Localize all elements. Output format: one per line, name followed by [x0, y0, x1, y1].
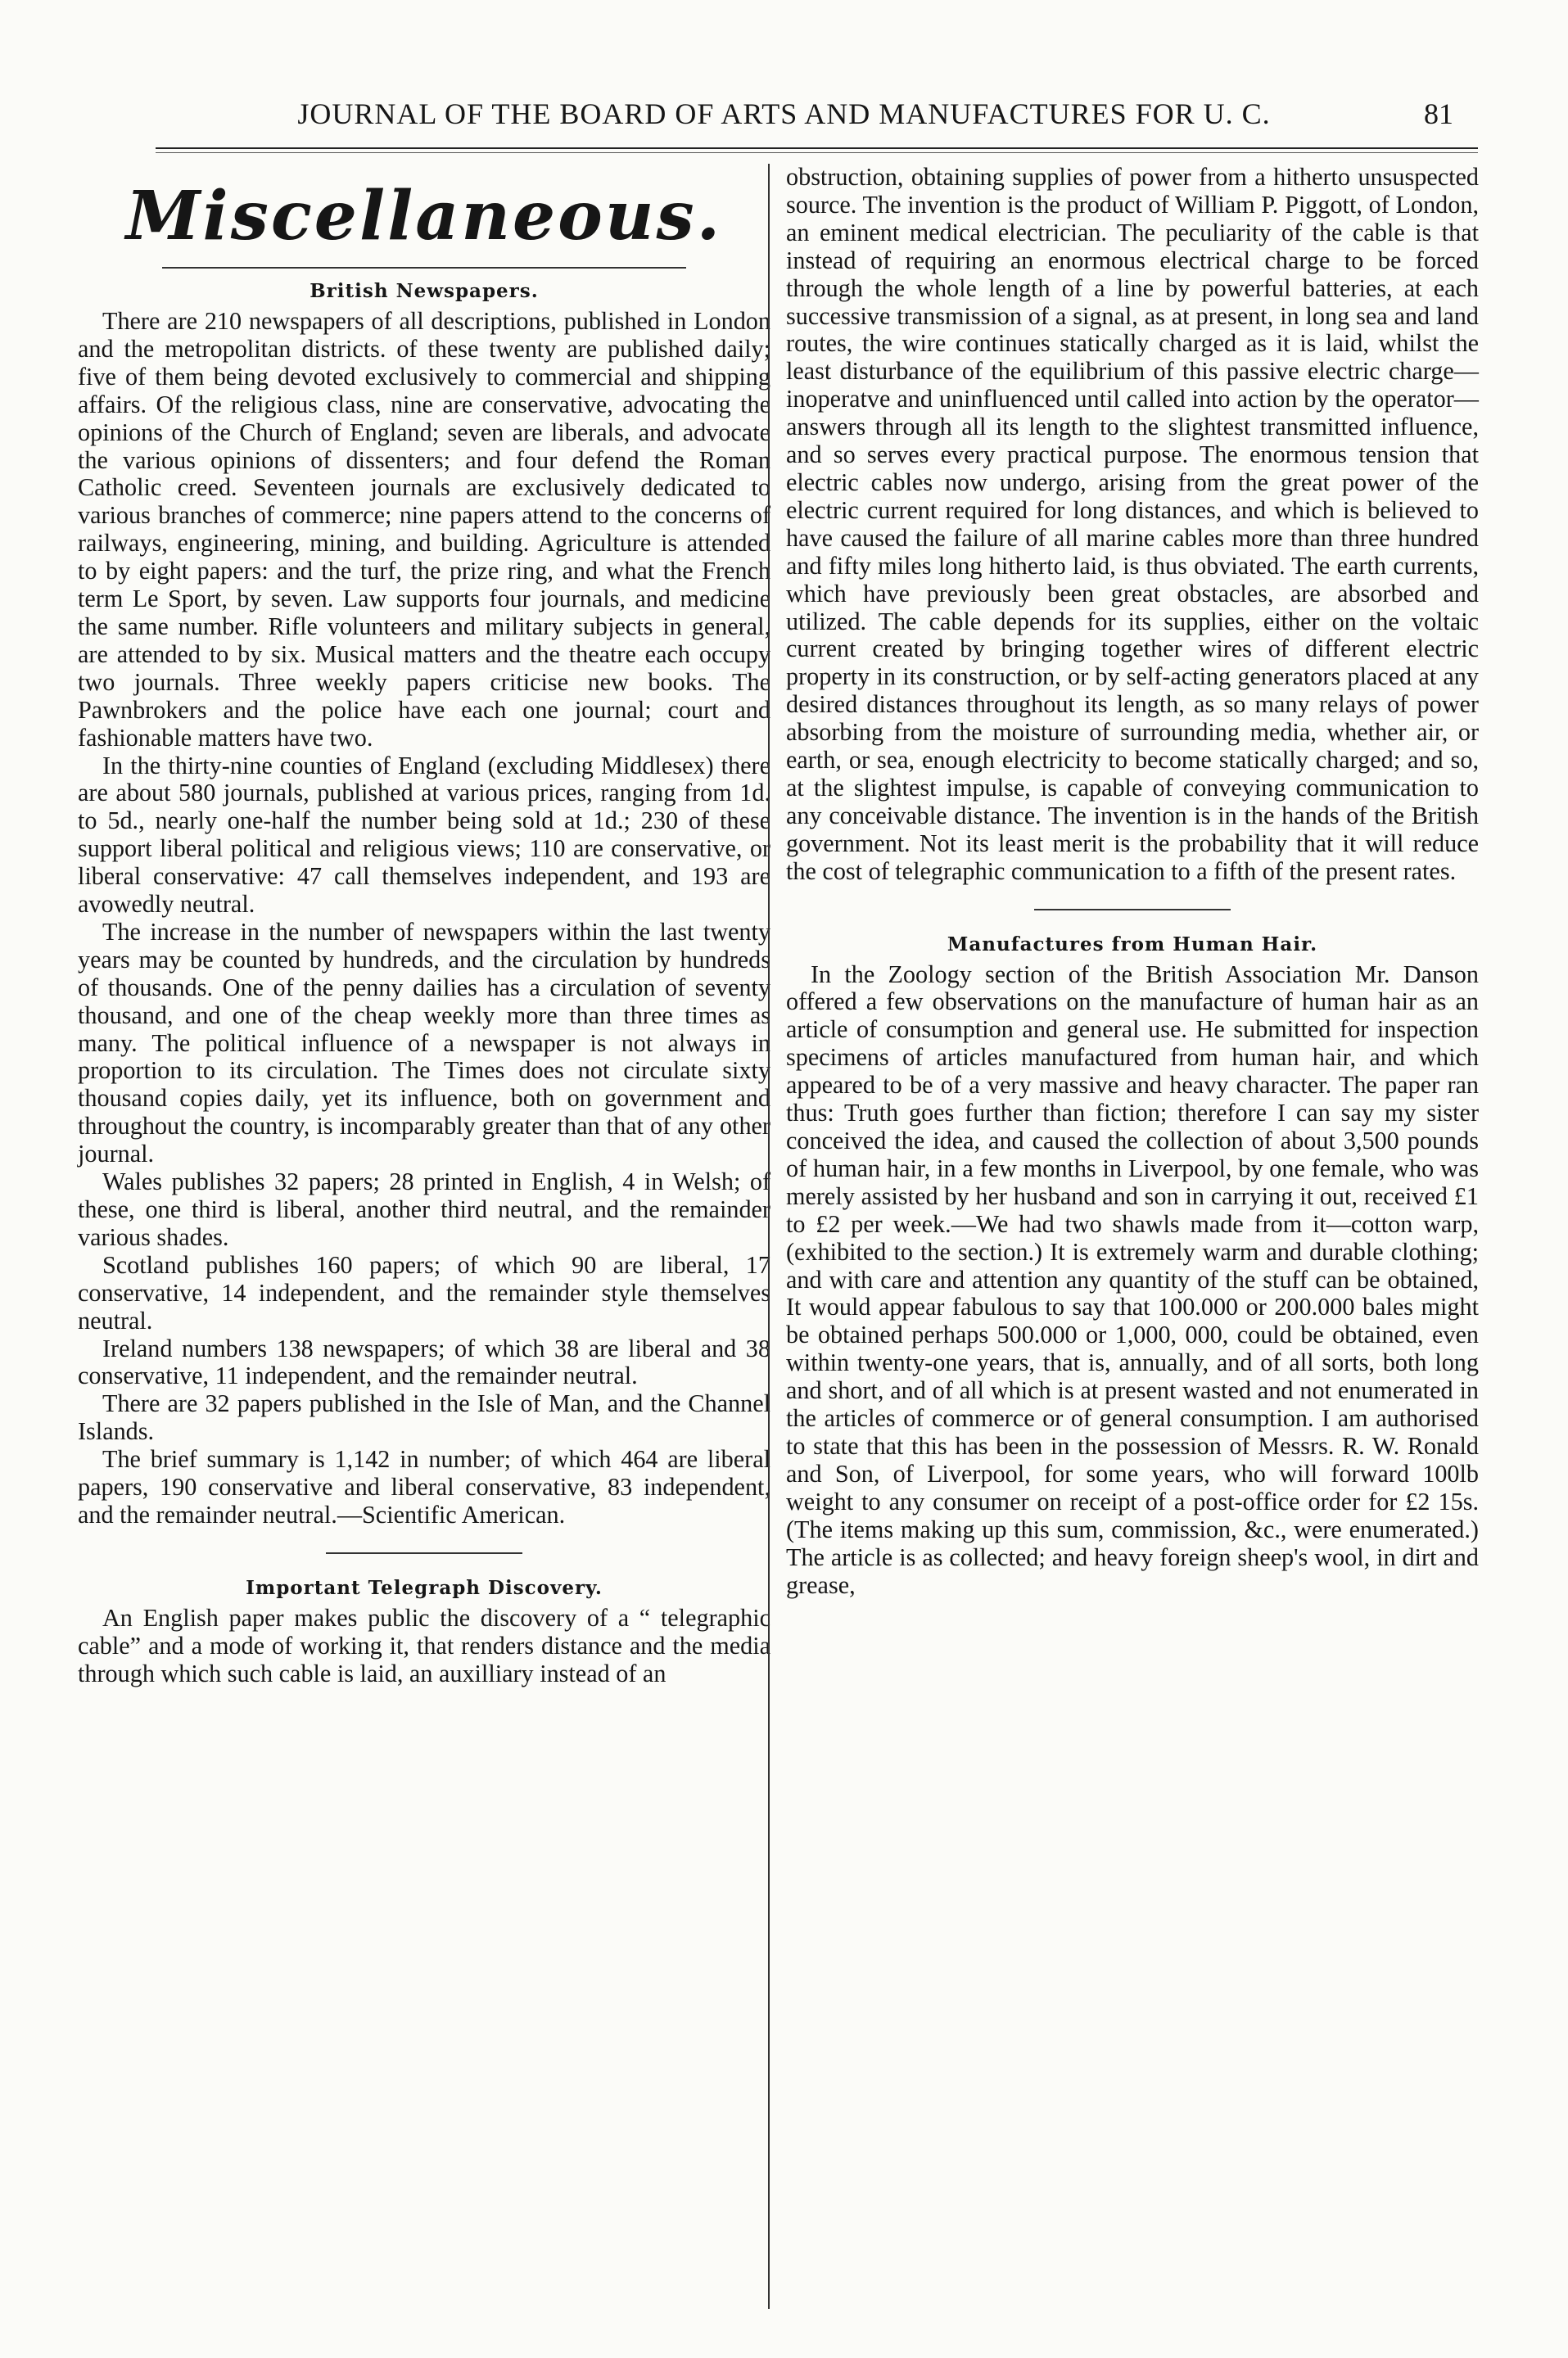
page-number: 81 [1424, 97, 1453, 130]
section-banner: Miscellaneous. [125, 177, 723, 255]
article-heading-telegraph: Important Telegraph Discovery. [246, 1576, 603, 1599]
section-rule [1034, 909, 1231, 910]
paragraph: Ireland numbers 138 newspapers; of which 38 are liberal and 38 conservative, 11 independent, and the remainder neutral. [78, 1334, 770, 1390]
paragraph: In the Zoology section of the British Association Mr. Danson offered a few observations on the manufacture of human hair as an article of consumption and general use. He submitted for inspection specimens of articles manufactured from human hair, and which appeared to be of a very massive and heavy character. The paper ran thus: Truth goes further than fiction; therefore I can say my sister conceived the idea, and caused the collection of about 3,500 pounds of human hair, in a few months in Liverpool, by one female, who was merely assisted by her husband and son in carrying it out, received £1 to £2 per week.—We had two shawls made from it—cotton warp, (exhibited to the section.) It is extremely warm and durable clothing; and with care and attention any quantity of the stuff can be obtained, It would appear fabulous to say that 100.000 or 200.000 bales might be obtained perhaps 500.000 or 1,000, 000, could be obtained, even within twenty-one years, that is, annually, and of all sorts, both long and short, and of all which is at present wasted and not enumerated in the articles of commerce or of general consumption. I am authorised to state that this has been in the possession of Messrs. R. W. Ronald and Son, of Liverpool, for some years, who will forward 100lb weight to any consumer on receipt of a post-office order for £2 15s. (The items making up this sum, commission, &c., were enumerated.) The article is as collected; and heavy foreign sheep's wool, in dirt and grease, [786, 960, 1479, 1599]
header-rule-thin [156, 152, 1478, 153]
paragraph: There are 210 newspapers of all descriptions, published in London and the metropolitan districts. of these twenty are published daily; five of them being devoted exclusively to commercial and shipping affairs. Of the religious class, nine are conservative, advocating the opinions of the Church of England; seven are liberals, and advocate the various opinions of dissenters; and four defend the Roman Catholic creed. Seventeen journals are exclusively dedicated to various branches of commerce; nine papers attend to the concerns of railways, engineering, mining, and building. Agriculture is attended to by eight papers: and the turf, the prize ring, and what the French term Le Sport, by seven. Law supports four journals, and medicine the same number. Rifle volunteers and military subjects in general, are attended to by six. Musical matters and the theatre each occupy two journals. Three weekly papers criticise new books. The Pawnbrokers and the police have each one journal; court and fashionable matters have two. [78, 307, 770, 752]
header-rule [156, 147, 1478, 149]
section-rule [326, 1552, 522, 1554]
banner-rule [162, 267, 686, 269]
paragraph: In the thirty-nine counties of England (excluding Middlesex) there are about 580 journals, published at various prices, ranging from 1d. to 5d., nearly one-half the number being sold at 1d.; 230 of these support liberal political and religious views; 110 are conservative, or liberal conservative: 47 call themselves independent, and 193 are avowedly neutral. [78, 751, 770, 919]
column-divider [768, 164, 770, 2309]
paragraph: Wales publishes 32 papers; 28 printed in English, 4 in Welsh; of these, one third is liberal, another third neutral, and the remainder various shades. [78, 1168, 770, 1251]
paragraph: Scotland publishes 160 papers; of which 90 are liberal, 17 conservative, 14 independent, and the remainder style themselves neutral. [78, 1250, 770, 1335]
paragraph: There are 32 papers published in the Isle of Man, and the Channel Islands. [78, 1389, 770, 1446]
article-heading-british-newspapers: British Newspapers. [310, 280, 539, 302]
left-column [78, 164, 770, 1688]
paragraph: The increase in the number of newspapers within the last twenty years may be counted by hundreds, and the circulation by hundreds of thousands. One of the penny dailies has a circulation of seventy thousand, and one of the cheap weekly more than three times as many. The political influence of a newspaper is not always in proportion to its circulation. The Times does not circulate sixty thousand copies daily, yet its influence, both on government and throughout the country, is incomparably greater than that of any other journal. [78, 917, 770, 1168]
paragraph-continued: obstruction, obtaining supplies of power from a hitherto unsuspected source. The invention is the product of William P. Piggott, of London, an eminent medical electrician. The peculiarity of the cable is that instead of requiring an enormous electrical charge to be forced through the whole length of a line by powerful batteries, at each successive transmission of a signal, as at present, in long sea and land routes, the wire continues statically charged as it is laid, whilst the least disturbance of the equilibrium of this passive electric charge—inoperatve and uninfluenced until called into action by the operator—answers through all its length to the slightest transmitted influence, and so serves every practical purpose. The enormous tension that electric cables now undergo, arising from the great power of the electric current required for long distances, and which is believed to have caused the failure of all marine cables more than three hundred and fifty miles long hitherto laid, is thus obviated. The earth currents, which have previously been great obstacles, are absorbed and utilized. The cable depends for its supplies, either on the voltaic current created by bringing together wires of different electric property in its construction, or by self-acting generators placed at any desired distances throughout its length, as so many relays of power absorbing from the moisture of surrounding media, whether air, or earth, or sea, enough electricity to become statically charged; and so, at the slightest impulse, is capable of conveying communication to any conceivable distance. The invention is in the hands of the British government. Not its least merit is the probability that it will reduce the cost of telegraphic communication to a fifth of the present rates. [786, 163, 1479, 885]
running-head: JOURNAL OF THE BOARD OF ARTS AND MANUFACTURES FOR U. C. [297, 97, 1271, 130]
paragraph: An English paper makes public the discovery of a “ telegraphic cable” and a mode of working it, that renders distance and the media through which such cable is laid, an auxilliary instead of an [78, 1603, 770, 1687]
article-heading-human-hair: Manufactures from Human Hair. [947, 933, 1318, 955]
paragraph: The brief summary is 1,142 in number; of which 464 are liberal papers, 190 conservative and liberal conservative, 83 independent, and the remainder neutral.—Scientific American. [78, 1445, 770, 1529]
right-column [786, 164, 1479, 1599]
